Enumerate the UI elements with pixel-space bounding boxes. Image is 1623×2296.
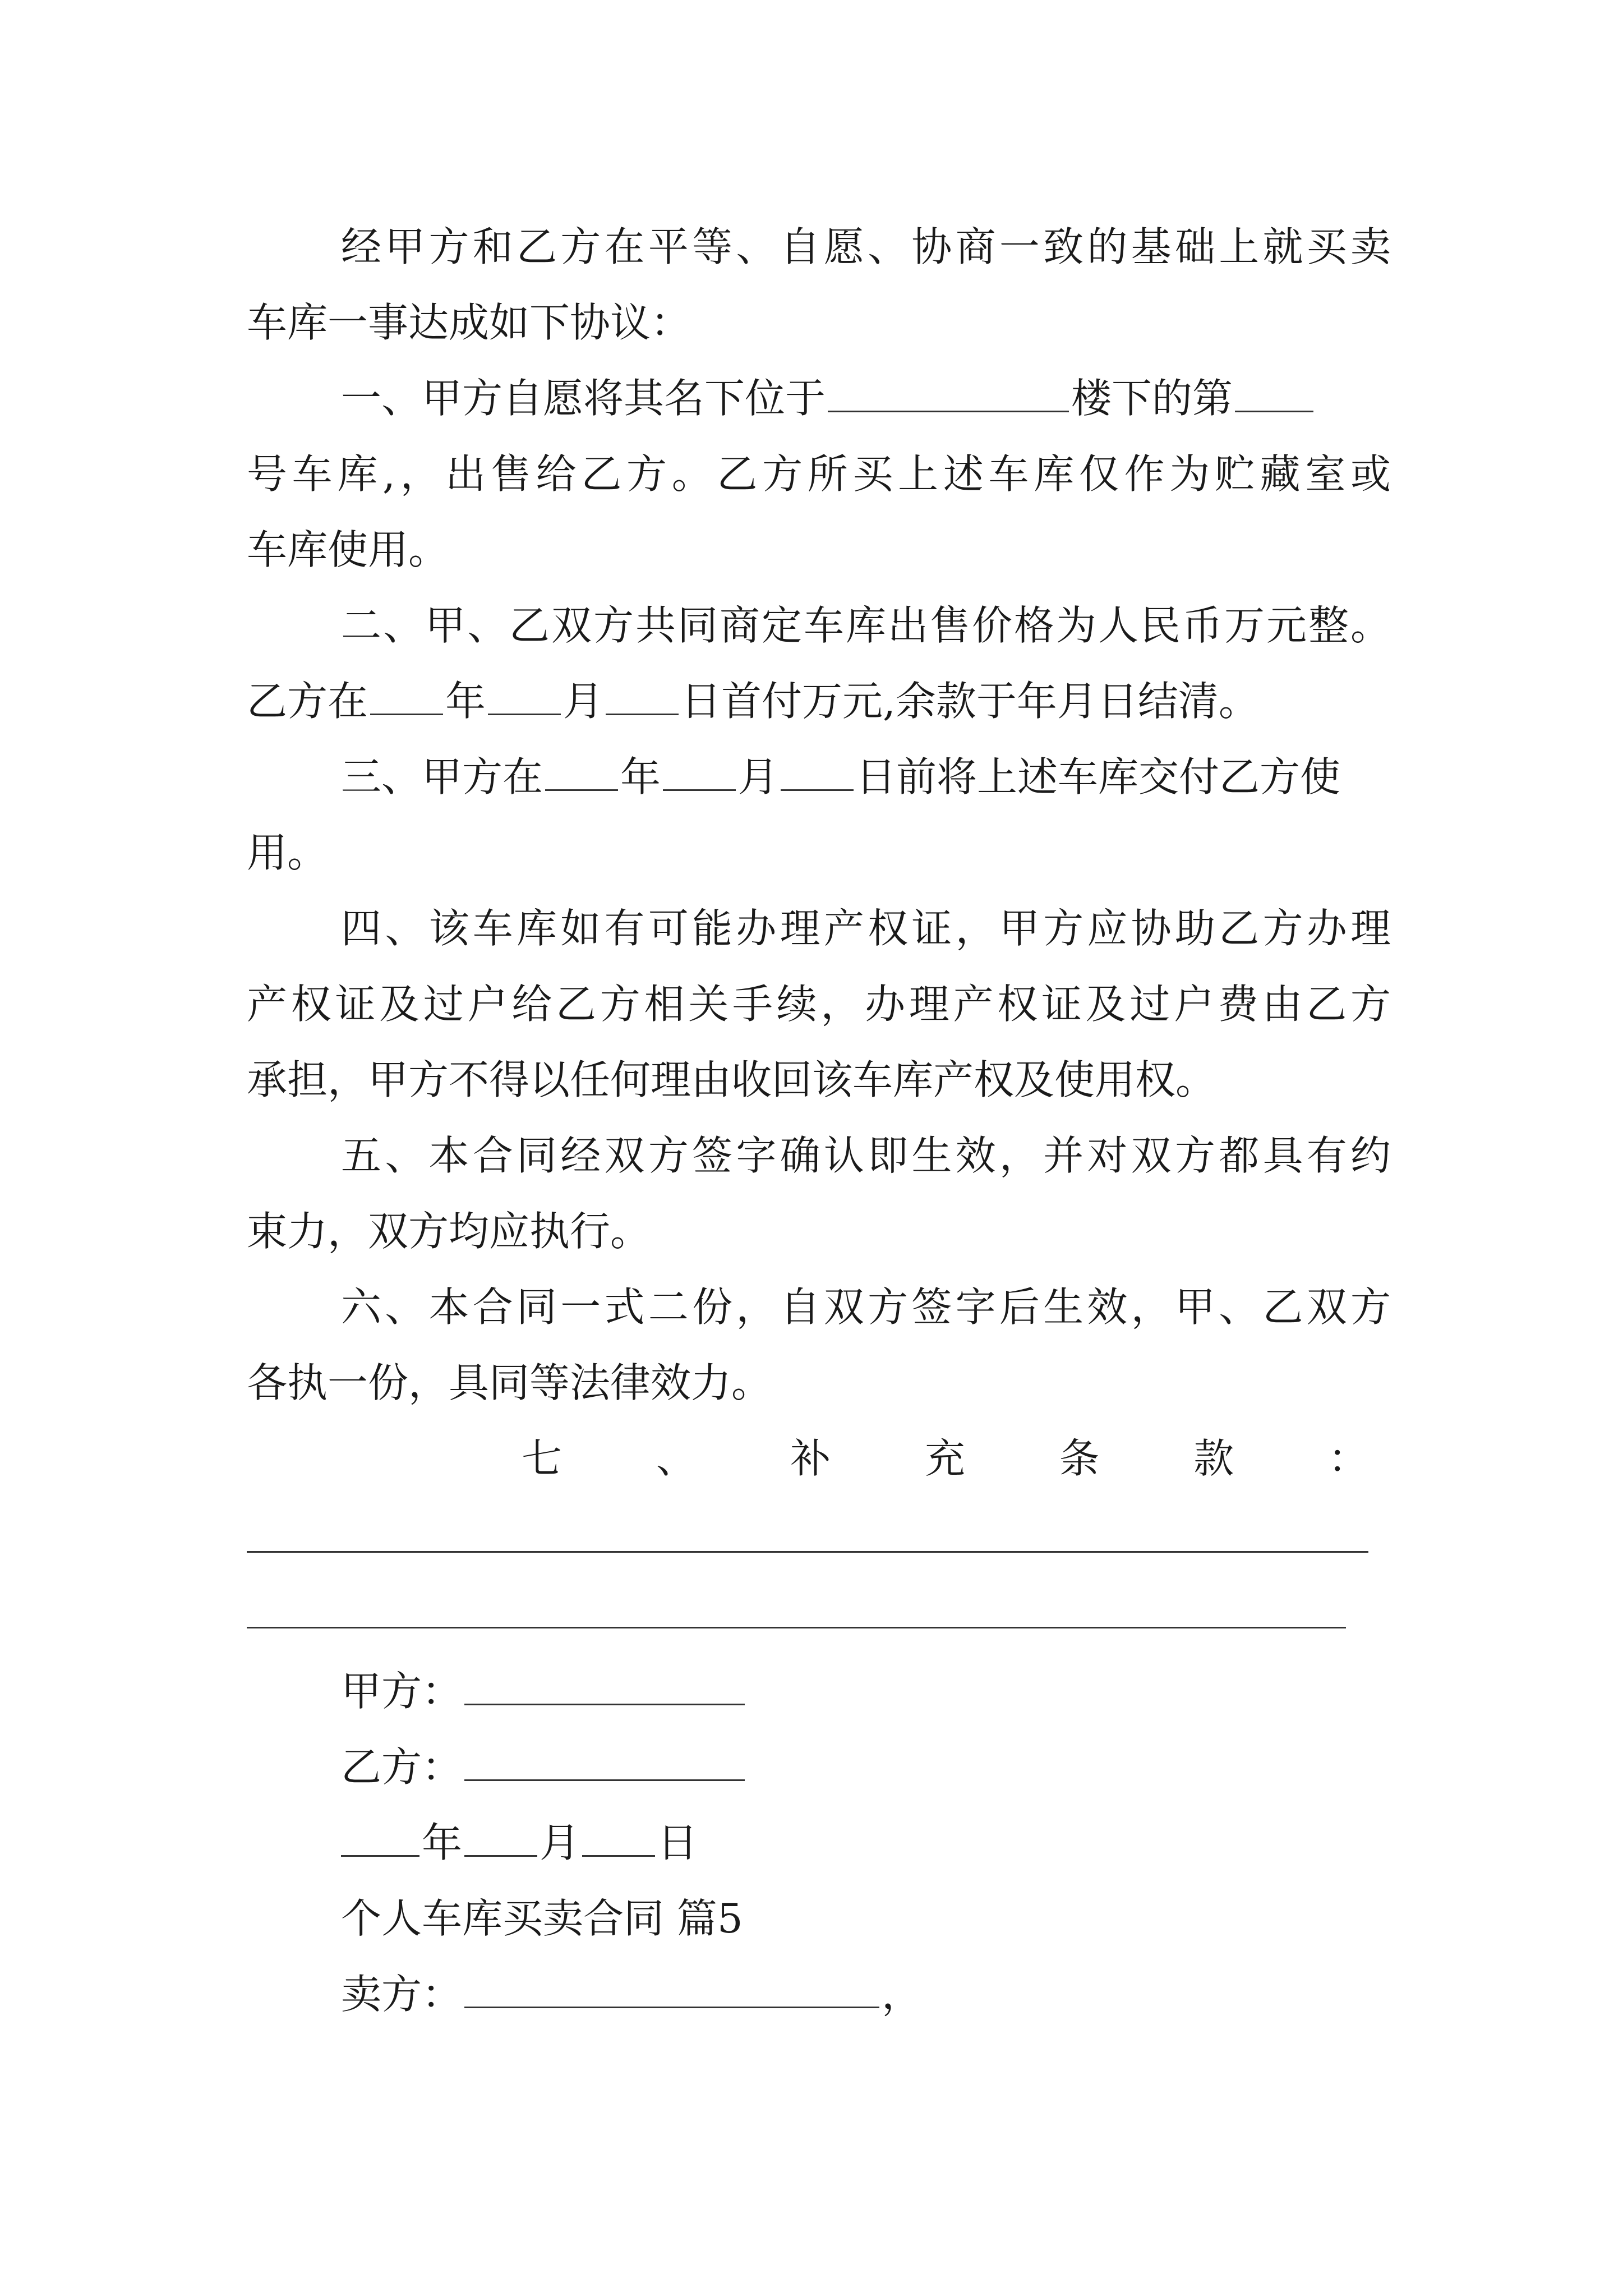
year-blank xyxy=(341,1823,419,1857)
party-a-signature xyxy=(341,1663,1391,1719)
clause-2-month-label: 月 xyxy=(563,678,604,725)
clause-1-text-b: 楼下的第 xyxy=(1071,375,1233,422)
clause-2-line-1: 二、甲、乙双方共同商定车库出售价格为人民币万元整。 xyxy=(341,602,1391,649)
clause-2-text-a: 乙方在 xyxy=(247,678,368,725)
date-year-label: 年 xyxy=(422,1819,463,1866)
year-blank xyxy=(370,681,443,715)
supplement-blank-line-2 xyxy=(247,1627,1346,1628)
clause-3-line-1 xyxy=(341,749,1391,805)
party-a-blank xyxy=(464,1671,745,1705)
seller-comma: ， xyxy=(882,1971,923,2018)
year-blank xyxy=(545,757,618,791)
month-blank xyxy=(663,757,736,791)
clause-7-char: 、 xyxy=(656,1435,697,1482)
party-b-signature xyxy=(341,1739,1391,1795)
day-blank xyxy=(781,757,854,791)
clause-7-char: 补 xyxy=(790,1435,831,1482)
clause-3-line-2: 用。 xyxy=(247,829,328,876)
clause-3-year-label: 年 xyxy=(620,753,661,800)
clause-7-char: 七 xyxy=(522,1435,562,1482)
clause-2-text-d: 日首付万元,余款于年月日结清。 xyxy=(681,678,1259,725)
clause-4-line-2: 产权证及过户给乙方相关手续，办理产权证及过户费由乙方 xyxy=(247,981,1391,1028)
seller-label: 卖方： xyxy=(341,1971,463,2018)
day-blank xyxy=(606,681,679,715)
clause-1-line-2: 号车库,，出售给乙方。乙方所买上述车库仅作为贮藏室或 xyxy=(247,450,1391,498)
month-blank xyxy=(488,681,561,715)
clause-3-month-label: 月 xyxy=(738,753,779,800)
seller-blank xyxy=(464,1974,879,2008)
clause-6-line-2: 各执一份，具同等法律效力。 xyxy=(247,1359,772,1406)
next-contract-title: 个人车库买卖合同 篇5 xyxy=(341,1895,743,1942)
day-blank xyxy=(582,1823,655,1857)
clause-4-line-1: 四、该车库如有可能办理产权证，甲方应协助乙方办理 xyxy=(341,905,1391,952)
clause-7-char: 充 xyxy=(924,1435,965,1482)
date-day-label: 日 xyxy=(657,1819,698,1866)
party-a-label: 甲方： xyxy=(341,1668,463,1715)
clause-2-line-2 xyxy=(247,673,1391,729)
garage-number-blank xyxy=(1235,378,1313,412)
month-blank xyxy=(464,1823,537,1857)
clause-3-text-d: 日前将上述车库交付乙方使 xyxy=(856,753,1341,800)
clause-6-line-1: 六、本合同一式二份，自双方签字后生效，甲、乙双方 xyxy=(341,1283,1391,1331)
supplement-blank-line-1 xyxy=(247,1551,1368,1553)
intro-line-2: 车库一事达成如下协议： xyxy=(247,299,691,346)
signature-date xyxy=(341,1815,1391,1871)
seller-line xyxy=(341,1966,1391,2022)
clause-7-char: ： xyxy=(1327,1435,1368,1482)
location-blank xyxy=(828,378,1069,412)
intro-line-1: 经甲方和乙方在平等、自愿、协商一致的基础上就买卖 xyxy=(341,223,1391,270)
clause-7-heading xyxy=(522,1430,1368,1487)
clause-5-line-2: 束力，双方均应执行。 xyxy=(247,1208,651,1255)
clause-7-char: 条 xyxy=(1059,1435,1100,1482)
clause-1-text-a: 一、甲方自愿将其名下位于 xyxy=(341,375,826,422)
clause-4-line-3: 承担，甲方不得以任何理由收回该车库产权及使用权。 xyxy=(247,1056,1216,1103)
clause-1-line-3: 车库使用。 xyxy=(247,526,449,573)
clause-5-line-1: 五、本合同经双方签字确认即生效，并对双方都具有约 xyxy=(341,1132,1391,1179)
party-b-label: 乙方： xyxy=(341,1743,463,1791)
clause-7-char: 款 xyxy=(1193,1435,1234,1482)
clause-3-text-a: 三、甲方在 xyxy=(341,753,543,800)
date-month-label: 月 xyxy=(540,1819,580,1866)
clause-1-line-1 xyxy=(341,370,1391,426)
clause-2-year-label: 年 xyxy=(445,678,486,725)
party-b-blank xyxy=(464,1747,745,1781)
